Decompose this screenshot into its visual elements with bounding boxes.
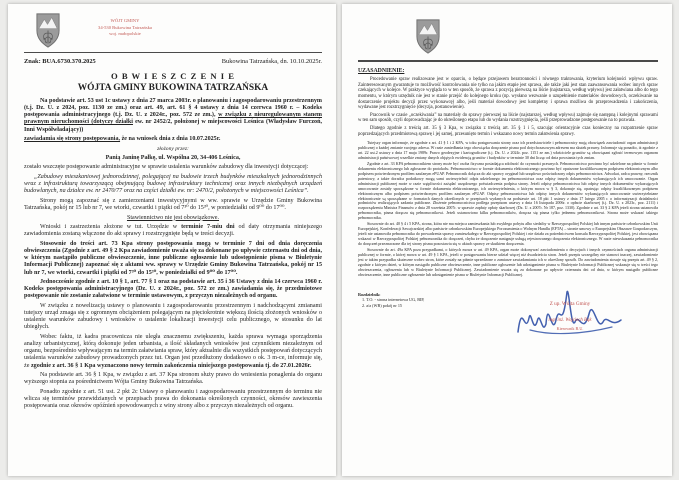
page2-footer [358,292,658,348]
signer-name: mgr inż. Wojciech Bąk [548,317,592,323]
distribution-list-title: Rozdzielnik: [358,291,381,297]
paragraph-amendment-load: W związku z nowelizacją ustawy o planowaniu i zagospodarowaniu przestrzennym i nadchodzącymi zmianami tutejszy urząd zmaga się z ogromnym obciążeniem polegającym na pięciokrotnie większą ilością złożonych wniosków o ustalenie warunków zabudowy i wniosków o ustalenie lokalizacji inwestycji celu publicznego, w stosunku do lat ubiegłych. [24,303,322,331]
submitted-by-label: złożony przez: [157,145,189,152]
distribution-item-1: 1. T.O. - strona internetowa UG, BIP, [362,297,425,303]
justification-paragraph-2: Pracownik w czasie „oczekiwania” na materiały do sprawy pierwszej na liście (najstarszej, według wpływu) zajmuje się następną i kolejnymi sprawami w ten sam sposób, czyli doprowadzając je do określonego etapu lub do wydania rozstrzygnięcia, jeśli przeprowadzone postępowanie na to pozwala. [358,112,658,124]
paragraph-art-10-77: Jednocześnie zgodnie z art. 10 § 1, art. 77 § 1 oraz na podstawie art. 35 i 36 Ustawy z dnia 14 czerwca 1960 r. Kodeks postępowania administracyjnego (Dz. U. z 2024r., poz. 572 ze zm.) zawiadamia się, że przedmiotowe postępowanie nie zostanie załatwione w terminie ustawowym, z przyczyn niezależnych od organu. [24,279,322,300]
justification-body [358,77,658,137]
office-stamp [86,18,164,38]
header-rule [358,60,658,62]
fine-print-paragraph-2: Zgodnie z art. 33 KPA pełnomocnikiem strony może być osoba fizyczna posiadająca zdolność do czynności prawnych. Pełnomocnictwo powinno być udzielone na piśmie w formie dokumentu elektronicznego lub zgłoszone do protokołu. Pełnomocnictwo w formie dokumentu elektronicznego powinno być opatrzone kwalifikowanym podpisem elektronicznym albo podpisem potwierdzonym profilem zaufanym ePUAP. Pełnomocnik dołącza do akt sprawy oryginał lub urzędowo poświadczony odpis pełnomocnictwa. Adwokat, radca prawny, rzecznik patentowy, a także doradca podatkowy mogą sami uwierzytelnić odpis udzielonego im pełnomocnictwa oraz odpisy innych dokumentów wykazujących ich umocowanie. Organ administracji publicznej może w razie wątpliwości zażądać urzędowego poświadczenia podpisu strony. Jeżeli odpisy pełnomocnictwa lub odpisy innych dokumentów wykazujących umocowanie zostały sporządzone w formie dokumentu elektronicznego, ich uwierzytelnienia, o którym mowa w § 3, dokonuje się, opatrując odpisy kwalifikowanym podpisem elektronicznym albo podpisem potwierdzonym profilem zaufanym ePUAP. Odpisy pełnomocnictwa lub odpisy innych dokumentów wykazujących umocowanie uwierzytelniane elektronicznie są sporządzane w formatach danych określonych w przepisach wydanych na podstawie art. 18 pkt 1 ustawy z dnia 17 lutego 2005 r. o informatyzacji działalności podmiotów realizujących zadania publiczne. Złożenie pełnomocnictwa podlega przepisom ustawy z dnia 16 listopada 2006r. o opłacie skarbowej (t.j. Dz. U. z 2023r., poz. 2111) i rozporządzeniu Ministra Finansów z dnia 28 września 2007r. w sprawie zapłaty opłaty skarbowej (Dz. U. z 2007r. Nr 187, poz. 1330). Zgodnie z art. 33 § 2 KPA jeżeli strona ustanowiła pełnomocnika, pisma doręcza się pełnomocnikowi. Jeżeli ustanowiono kilku pełnomocników, doręcza się pisma tylko jednemu pełnomocnikowi. Strona może wskazać takiego pełnomocnika. [358,161,658,221]
coat-of-arms-icon [34,12,62,49]
header-rule [24,52,322,53]
justification-paragraph-1: Procedowanie spraw realizowane jest w oparciu, o będące przejawem bezstronności i równego traktowania, kryterium kolejności wpływu spraw. Zainteresowanym gwarantuje to możliwość kontrolowania nie tylko na jakim etapie jest sprawa, ale także jaki jest stan zaawansowania wobec innych spraw czekających w kolejce. W praktyce wygląda to w ten sposób, że sprawa z pozycją pierwszą na liście (najstarsza, według wpływu) jest załatwiana albo do tego momentu, w którym urzędnik nie jest w stanie przejść do kolejnego kroku (np. wysłano wezwanie o uzupełnienie materiałów dowodowych, oczekiwanie na dostarczenie projektu decyzji przez wykonawcę) albo, jeśli materiał dowodowy jest kompletny i sprawa możliwa do przeprowadzenia i zakończenia, wydawane jest rozstrzygnięcie (decyzja, postanowienie). [358,77,658,111]
distribution-item-2: 2. a/a (WB) pokój nr 15 [362,302,403,308]
justification-heading: UZASADNIENIE: [358,68,405,74]
page1-body [24,98,322,410]
stamp-line-1: WÓJT GMINY [110,18,140,23]
page1-header [24,10,322,50]
paragraph-new-deadline: Wobec faktu, iż kadra pracownicza nie uległa znacznemu zwiększeniu, każda sprawa wymaga sporządzenia analizy urbanistycznej, którą dokonuje jeden urbanista, a ilość składanych wniosków jest czynnikiem niezależnym od organu, bezpośrednio wpływającym na termin załatwiania spraw, który aktualnie dla wszystkich postępowań dotyczących ustalenia warunków zabudowy prowadzonych przez tut. Organ jest przedłużony dodatkowo o ok. 3 m-ce, informuje się, że zgodnie z art. 36 § 1 Kpa wyznaczono nowy termin zakończenia niniejszego postępowania tj. do 27.01.2026r. [24,334,322,369]
signer-position: Kierownik B.U. [556,325,584,331]
paragraph-notification: zawiadamia się strony postępowania, że na wniosek dnia z dnia 10.07.2025r. [24,136,221,143]
attendance-note: Stawiennictwo nie jest obowiązkowe. [126,214,220,221]
page2-header [358,10,658,58]
paragraph-remedy-right: Na podstawie art. 36 § 1 Kpa, w związku z art. 37 Kpa stronom służy prawo do wniesienia ponaglenia do organu wyższego stopnia za pośrednictwem Wójta Gminy Bukowina Tatrzańska. [24,372,322,386]
signer-authority-line: Z up. Wójta Gminy [549,300,591,307]
paragraph-art-73: Stosownie do treści art. 73 Kpa strony postępowania mogą w terminie 7 dni od dnia doręczenia obwieszczenia (Zgodnie z art. 49 § 2 Kpa zawiadomienie uważa się za dokonane po upływie czternastu dni od dnia, w którym nastąpiło publiczne obwieszczenie, inne publiczne ogłoszenie lub udostępnienie pisma w Biuletynie Informacji Publicznej) zapoznać się z aktami ww. sprawy w Urzędzie Gminy Bukowina Tatrzańska, pokój nr 15 lub nr 7, we wtorki, czwartki i piątki od 7³⁰ do 15³⁰, w poniedziałki od 9⁰⁰ do 17⁰⁰. [24,241,322,276]
signature-block [500,292,640,348]
fine-print-paragraph-1: Tutejszy organ informuje, że zgodnie z art. 41 § 1 i 2 KPA, w toku postępowania strony oraz ich przedstawiciele i pełnomocnicy mają obowiązek zawiadomić organ administracji publicznej o każdej zmianie swojego adresu. W razie zaniedbania tego obowiązku doręczenie pisma pod dotychczasowym adresem ma skutek prawny. Informuje się ponadto, iż zgodnie z art. 22 ust.2 ustawy z dnia 17 maja 1989r. Prawo geodezyjne i kartograficzne (t.j. Dz. U. z 2024r. poz. 1151 ze zm.) właściciele gruntów są obowiązani zgłosić terenowym organom administracji państwowej wszelkie zmiany danych objętych ewidencją gruntów i budynków w terminie 30 dni licząc od dnia powstania tych zmian. [358,140,658,161]
coat-of-arms-icon [414,18,442,55]
paragraph-inspection-info: Strony mogą zapoznać się z zamierzeniami inwestycyjnymi w ww. sprawie w Urzędzie Gminy Bukowina Tatrzańska, pokój nr 15 lub nr 7, we wtorki, czwartki i piątki od 7³⁰ do 15³⁰, w poniedziałki od 9⁰⁰ do 17⁰⁰. [24,197,322,212]
legal-fine-print [358,141,658,277]
handwritten-signature-icon [500,286,640,346]
distribution-list [358,292,424,348]
stamp-line-2: 34-530 Bukowina Tatrzańska [98,24,152,30]
fine-print-paragraph-4: Stosownie do art. 49a KPA poza przypadkami, o których mowa w art. 49 KPA, organ może dokonywać zawiadomienia o decyzjach i innych czynnościach organu administracji publicznej w formie, o której mowa w art. 49 § 1 KPA, jeżeli w postępowaniu bierze udział więcej niż dwadzieścia stron. Jeżeli przepis szczególny nie stanowi inaczej, zawiadomienie jest w takim przypadku skuteczne wobec stron, które zostały na piśmie uprzedzone o zamiarze zawiadamiania ich w określony sposób. Do zawiadomienia stosuje się przepis art. 49 § 2, zgodnie z którym dzień, w którym nastąpiło publiczne obwieszczenie, inne publiczne ogłoszenie lub udostępnienie pisma w Biuletynie Informacji Publicznej wskazuje się w treści tego obwieszczenia, ogłoszenia lub w Biuletynie Informacji Publicznej. Zawiadomienie uważa się za dokonane po upływie czternastu dni od dnia, w którym nastąpiło publiczne obwieszczenie, inne publiczne ogłoszenie lub udostępnienie pisma w Biuletynie Informacji Publicznej. [358,247,658,277]
title-line-2: WÓJTA GMINY BUKOWINA TATRZAŃSKA [77,83,269,93]
fine-print-paragraph-3: Stosownie do art. 40 § 4 i 5 KPA, strona, która nie ma miejsca zamieszkania lub zwykłego pobytu albo siedziby w Rzeczypospolitej Polskiej lub innym państwie członkowskim Unii Europejskiej, Konfederacji Szwajcarskiej albo państwie członkowskim Europejskiego Porozumienia o Wolnym Handlu (EFTA) – stronie umowy o Europejskim Obszarze Gospodarczym, jeżeli nie ustanowiła pełnomocnika do prowadzenia sprawy zamieszkałego w Rzeczypospolitej Polskiej i nie działa za pośrednictwem konsula Rzeczypospolitej Polskiej, jest obowiązana wskazać w Rzeczypospolitej Polskiej pełnomocnika do doręczeń, chyba że doręczenie następuje usługą rejestrowanego doręczenia elektronicznego. W razie niewskazania pełnomocnika do doręczeń przeznaczone dla tej strony pisma pozostawia się w aktach sprawy ze skutkiem doręczenia. [358,221,658,246]
reference-number: Znak: BUA.6730.370.2025 [24,58,96,65]
applicant-name: Panią Janinę Pałkę, ul. Wspólna 20, 34-406 Leśnica, [105,154,241,161]
title-line-1: O B W I E S Z C Z E N I E [110,71,236,81]
paragraph-proceeding-initiated: zostało wszczęte postępowanie administracyjne w sprawie ustalenia warunków zabudowy dla inwestycji dotyczącej: [24,164,309,171]
document-page-2 [342,4,672,476]
document-page-1 [8,4,336,476]
paragraph-requests: Wnioski i zastrzeżenia złożone w tut. Urzędzie w terminie 7-miu dni od daty otrzymania niniejszego zawiadomienia zostaną włączone do akt sprawy i rozstrzygnięte będą w treści decyzji. [24,224,323,238]
stamp-line-3: woj. małopolskie [109,31,141,37]
paragraph-investment-description: „Zabudowy mieszkaniowej jednorodzinnej, polegającej na budowie trzech budynków mieszkalnych jednorodzinnych wraz z infrastrukturą towarzyszącą obejmującą budowę infrastruktury technicznej oraz innych niezbędnych urządzeń budowlanych, na działce ew. nr 2470/77 oraz na części działki ew. nr: 2470/2, położonych w miejscowości Leśnica”. [24,174,322,195]
reference-row [24,58,322,65]
document-title [24,71,322,93]
paragraph-term-exclusions: Ponadto zgodnie z art. 51 ust. 2 pkt 2c Ustawy o planowaniu i zagospodarowaniu przestrzennym do terminu nie wlicza się terminów przewidzianych w przepisach prawa do dokonania określonych czynności, okresów zawieszenia postępowania oraz okresów opóźnień spowodowanych z winy strony albo z przyczyn niezależnych od organu. [24,388,322,410]
place-and-date: Bukowina Tatrzańska, dn. 10.10.2025r. [221,58,322,65]
paragraph-legal-basis: Na podstawie art. 53 ust 1c ustawy z dnia 27 marca 2003r. o planowaniu i zagospodarowaniu przestrzennym (t.j. Dz. U. z 2024, poz. 1130 ze zm.) oraz art. 49, art. 61 § 4 ustawy z dnia 14 czerwca 1960 r. – Kodeks postępowania administracyjnego (t.j. Dz. U. z 2024r., poz. 572 ze zm.), w związku z nieuregulowanym stanem prawnym nieruchomości (dotyczy działki ew. nr 2452/2, położonej w miejscowości Leśnica (Władysław Furczoń, Inni Współwładający)) [24,98,322,133]
justification-paragraph-3: Dlatego zgodnie z treścią art. 35 § 3 Kpa, w związku z treścią art. 35 § 1 i 5, szacując orientacyjnie czas konieczny na rozpatrzenie spraw poprzedzających przedmiotową sprawę i jej samej, przesunięto termin i wskazano nowy termin załatwienia sprawy. [358,126,658,137]
